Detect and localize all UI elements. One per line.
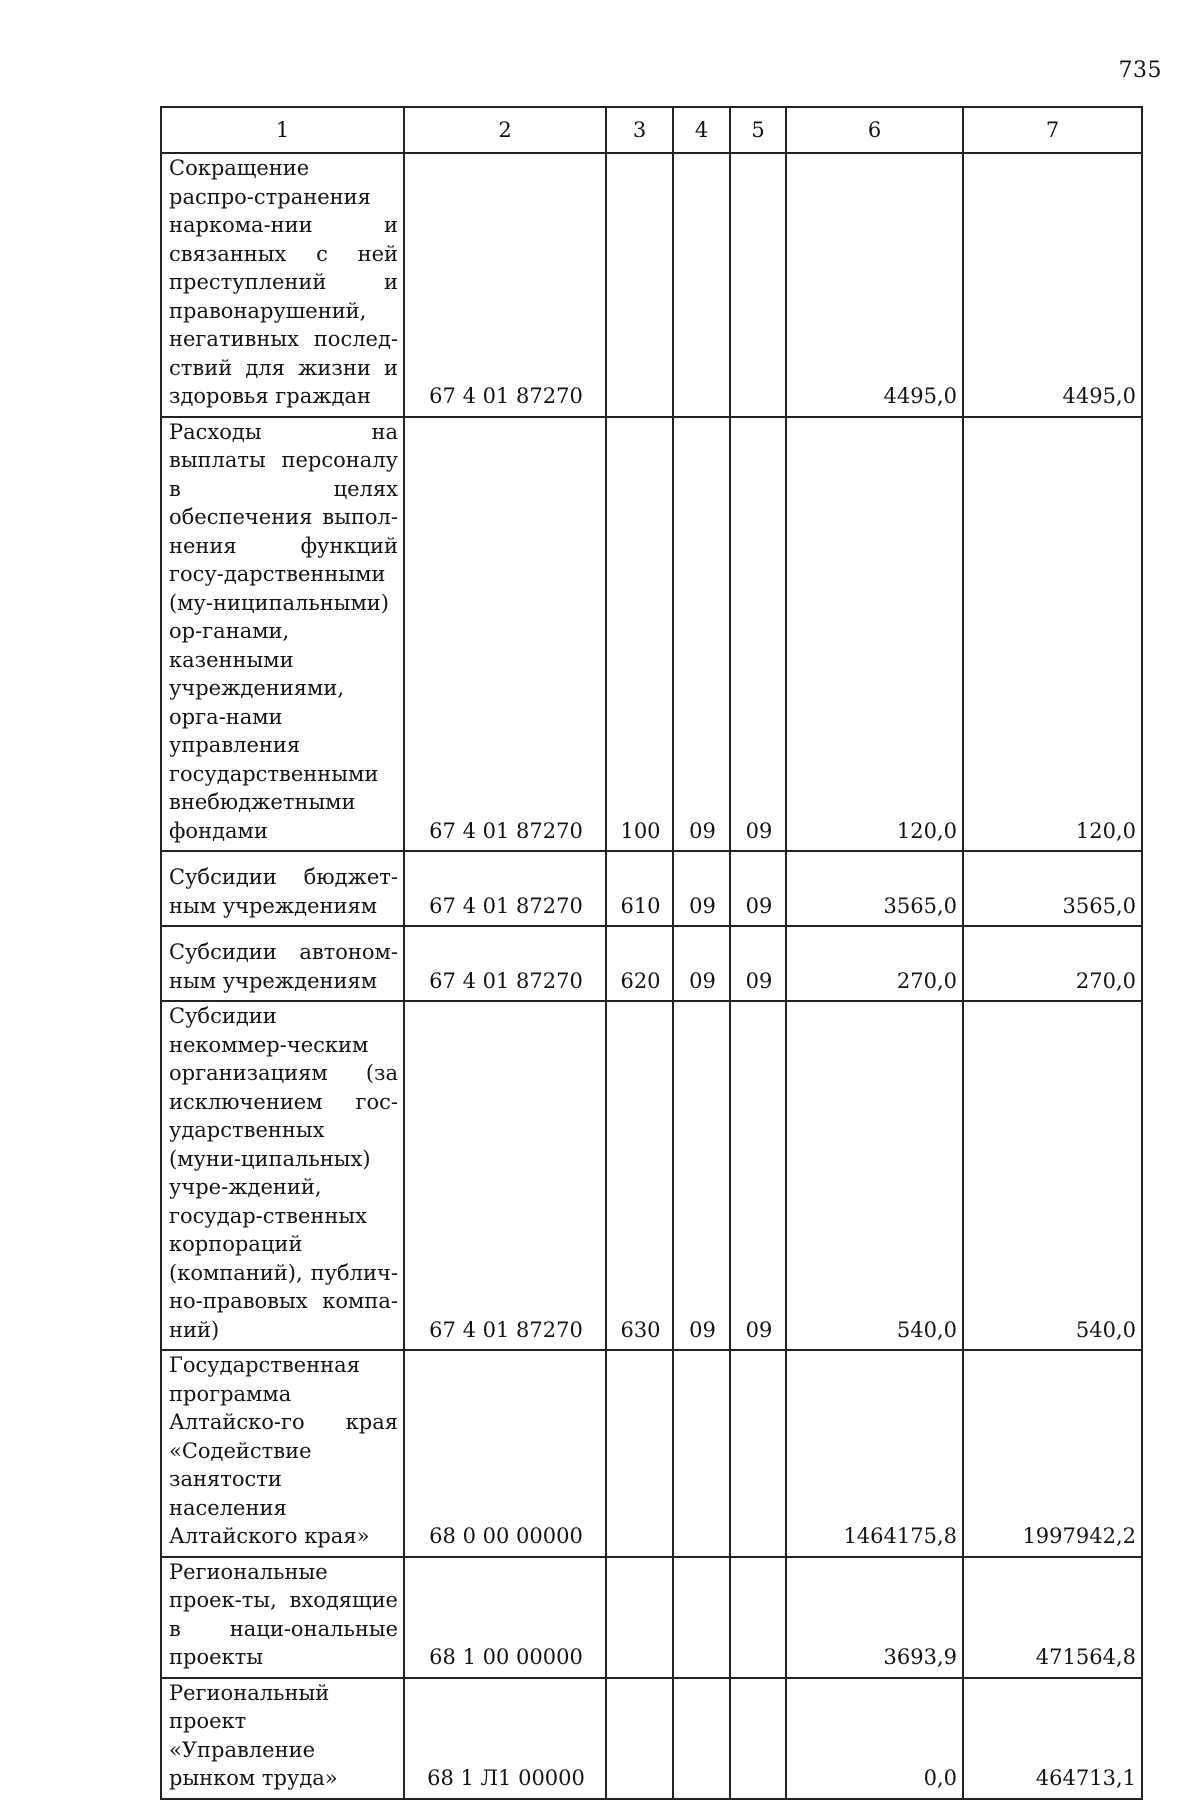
row-code: 67 4 01 87270 bbox=[404, 851, 606, 926]
row-col-3: 620 bbox=[606, 926, 673, 1001]
row-col-3 bbox=[606, 1557, 673, 1678]
row-col-7: 471564,8 bbox=[963, 1557, 1142, 1678]
row-col-5: 09 bbox=[730, 1001, 786, 1350]
row-col-4: 09 bbox=[673, 1001, 730, 1350]
row-code: 68 0 00 00000 bbox=[404, 1350, 606, 1557]
row-col-5 bbox=[730, 1678, 786, 1799]
row-name: Региональный проект «Управление рынком труда» bbox=[161, 1678, 404, 1799]
header-row bbox=[161, 107, 1142, 153]
page-number: 735 bbox=[1118, 58, 1162, 83]
row-col-5: 09 bbox=[730, 926, 786, 1001]
row-col-7: 464713,1 bbox=[963, 1678, 1142, 1799]
row-code: 67 4 01 87270 bbox=[404, 926, 606, 1001]
row-col-4: 09 bbox=[673, 417, 730, 852]
header-col-7: 7 bbox=[963, 107, 1142, 153]
row-col-4: 09 bbox=[673, 926, 730, 1001]
header-col-5: 5 bbox=[730, 107, 786, 153]
row-col-6: 0,0 bbox=[786, 1678, 963, 1799]
row-col-4 bbox=[673, 153, 730, 417]
header-col-4: 4 bbox=[673, 107, 730, 153]
row-col-3 bbox=[606, 1678, 673, 1799]
row-col-6: 1464175,8 bbox=[786, 1350, 963, 1557]
row-col-6: 3565,0 bbox=[786, 851, 963, 926]
table-row bbox=[161, 851, 1142, 926]
row-col-7: 120,0 bbox=[963, 417, 1142, 852]
row-col-5 bbox=[730, 153, 786, 417]
row-name: Субсидии некоммер-ческим организациям (за исключением гос-ударственных (муни-ципальных) учре-ждений, государ-ственных корпораций (компаний), публич-но-правовых компа-ний) bbox=[161, 1001, 404, 1350]
row-code: 67 4 01 87270 bbox=[404, 417, 606, 852]
row-col-3 bbox=[606, 1350, 673, 1557]
table-row bbox=[161, 1557, 1142, 1678]
table-row bbox=[161, 1350, 1142, 1557]
header-col-1: 1 bbox=[161, 107, 404, 153]
row-col-7: 540,0 bbox=[963, 1001, 1142, 1350]
row-col-5 bbox=[730, 1557, 786, 1678]
row-col-3: 610 bbox=[606, 851, 673, 926]
header-col-6: 6 bbox=[786, 107, 963, 153]
row-name: Сокращение распро-странения наркома-нии и связанных с ней преступлений и правонарушений, негативных послед-ствий для жизни и здоровья граждан bbox=[161, 153, 404, 417]
row-col-5: 09 bbox=[730, 417, 786, 852]
row-col-7: 3565,0 bbox=[963, 851, 1142, 926]
row-col-6: 270,0 bbox=[786, 926, 963, 1001]
row-col-7: 1997942,2 bbox=[963, 1350, 1142, 1557]
header-col-3: 3 bbox=[606, 107, 673, 153]
row-col-5 bbox=[730, 1350, 786, 1557]
row-name: Региональные проек-ты, входящие в наци-ональные проекты bbox=[161, 1557, 404, 1678]
table-row bbox=[161, 417, 1142, 852]
row-col-6: 540,0 bbox=[786, 1001, 963, 1350]
row-col-4 bbox=[673, 1350, 730, 1557]
row-name: Государственная программа Алтайско-го края «Содействие занятости населения Алтайского края» bbox=[161, 1350, 404, 1557]
row-col-7: 270,0 bbox=[963, 926, 1142, 1001]
row-col-4 bbox=[673, 1678, 730, 1799]
table-row bbox=[161, 1678, 1142, 1799]
table-row bbox=[161, 926, 1142, 1001]
table-row bbox=[161, 1001, 1142, 1350]
row-code: 68 1 00 00000 bbox=[404, 1557, 606, 1678]
row-col-6: 4495,0 bbox=[786, 153, 963, 417]
row-col-6: 3693,9 bbox=[786, 1557, 963, 1678]
row-col-5: 09 bbox=[730, 851, 786, 926]
row-col-3: 630 bbox=[606, 1001, 673, 1350]
row-name: Субсидии автоном-ным учреждениям bbox=[161, 926, 404, 1001]
row-code: 67 4 01 87270 bbox=[404, 1001, 606, 1350]
budget-table bbox=[160, 106, 1143, 1800]
row-col-4: 09 bbox=[673, 851, 730, 926]
table-row bbox=[161, 153, 1142, 417]
row-name: Расходы на выплаты персоналу в целях обеспечения выпол-нения функций госу-дарственными (му-ниципальными) ор-ганами, казенными учреждениями, орга-нами управления государственными внебюджетными фондами bbox=[161, 417, 404, 852]
row-col-3 bbox=[606, 153, 673, 417]
row-col-7: 4495,0 bbox=[963, 153, 1142, 417]
header-col-2: 2 bbox=[404, 107, 606, 153]
row-col-3: 100 bbox=[606, 417, 673, 852]
row-code: 67 4 01 87270 bbox=[404, 153, 606, 417]
row-code: 68 1 Л1 00000 bbox=[404, 1678, 606, 1799]
row-col-4 bbox=[673, 1557, 730, 1678]
row-name: Субсидии бюджет-ным учреждениям bbox=[161, 851, 404, 926]
row-col-6: 120,0 bbox=[786, 417, 963, 852]
